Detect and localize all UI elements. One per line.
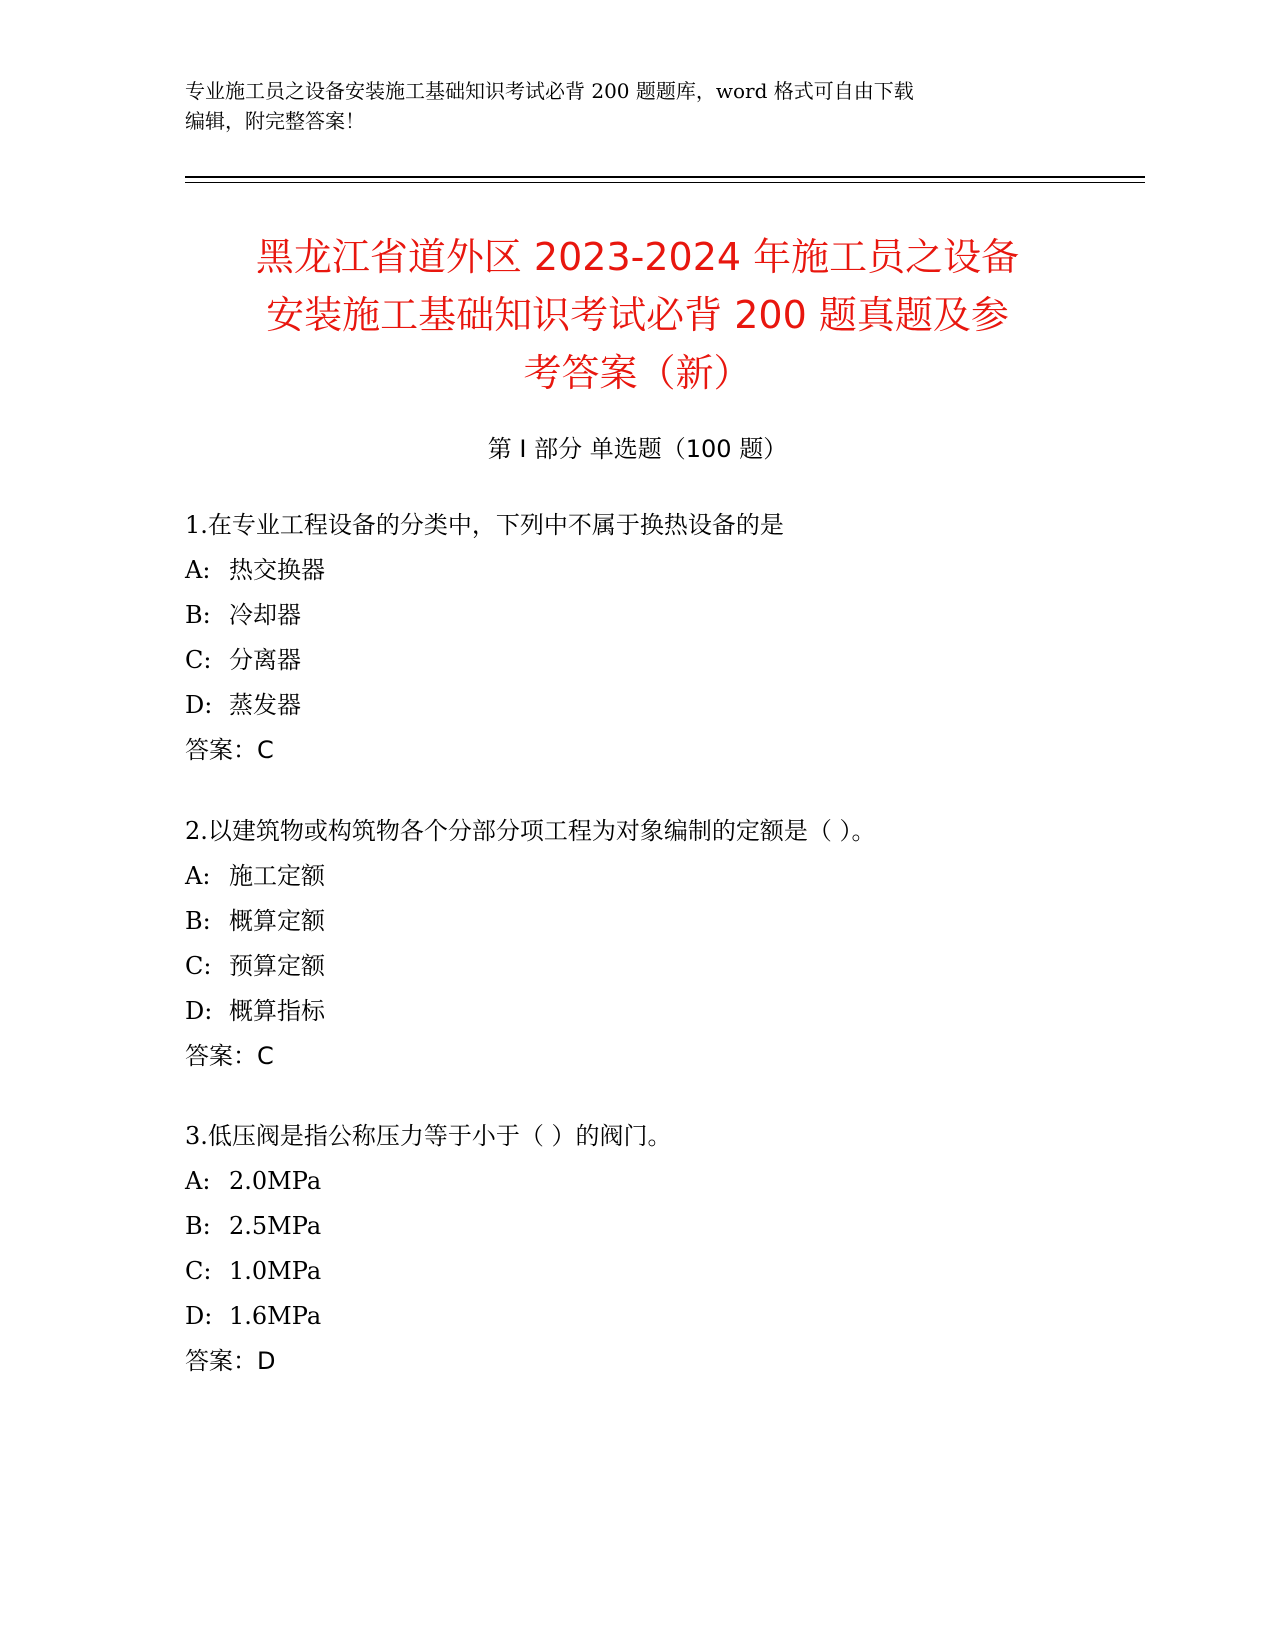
option-text: 热交换器 bbox=[229, 556, 325, 584]
question-stem: 2.以建筑物或构筑物各个分部分项工程为对象编制的定额是（ ）。 bbox=[185, 817, 876, 845]
option-letter: A: bbox=[185, 862, 211, 890]
option-letter: C: bbox=[185, 1257, 212, 1285]
option-text: 1.6MPa bbox=[229, 1302, 322, 1330]
option-text: 概算指标 bbox=[229, 997, 325, 1025]
option-text: 2.5MPa bbox=[229, 1212, 322, 1240]
option-letter: B: bbox=[185, 907, 211, 935]
question-2 bbox=[185, 809, 1135, 1079]
title-line-3: 考答案（新） bbox=[523, 351, 752, 395]
header-divider-thick bbox=[185, 176, 1145, 178]
option-letter: A: bbox=[185, 556, 211, 584]
option-a bbox=[185, 548, 1135, 593]
option-letter: A: bbox=[185, 1167, 211, 1195]
option-a bbox=[185, 854, 1135, 899]
option-text: 预算定额 bbox=[229, 952, 325, 980]
document-title bbox=[185, 228, 1090, 402]
option-b bbox=[185, 593, 1135, 638]
option-d bbox=[185, 989, 1135, 1034]
option-letter: D: bbox=[185, 691, 213, 719]
option-text: 2.0MPa bbox=[229, 1167, 322, 1195]
header-note-line-2: 编辑，附完整答案！ bbox=[185, 109, 365, 133]
option-a bbox=[185, 1159, 1135, 1204]
option-letter: C: bbox=[185, 646, 212, 674]
answer-line: 答案：C bbox=[185, 1042, 274, 1070]
answer-line: 答案：C bbox=[185, 736, 274, 764]
question-1 bbox=[185, 503, 1135, 773]
option-letter: B: bbox=[185, 1212, 211, 1240]
answer-line: 答案：D bbox=[185, 1347, 276, 1375]
question-stem: 3.低压阀是指公称压力等于小于（ ）的阀门。 bbox=[185, 1122, 672, 1150]
question-3 bbox=[185, 1114, 1135, 1384]
option-d bbox=[185, 1294, 1135, 1339]
option-c bbox=[185, 944, 1135, 989]
option-letter: D: bbox=[185, 997, 213, 1025]
header-note-line-1: 专业施工员之设备安装施工基础知识考试必背 200 题题库，word 格式可自由下载 bbox=[185, 79, 914, 103]
option-letter: B: bbox=[185, 601, 211, 629]
option-b bbox=[185, 899, 1135, 944]
option-letter: D: bbox=[185, 1302, 213, 1330]
option-c bbox=[185, 1249, 1135, 1294]
section-heading: 第 I 部分 单选题（100 题） bbox=[487, 435, 788, 463]
option-b bbox=[185, 1204, 1135, 1249]
header-note bbox=[185, 76, 1085, 136]
option-text: 1.0MPa bbox=[229, 1257, 322, 1285]
option-d bbox=[185, 683, 1135, 728]
title-line-1: 黑龙江省道外区 2023-2024 年施工员之设备 bbox=[255, 235, 1020, 279]
title-line-2: 安装施工基础知识考试必背 200 题真题及参 bbox=[266, 293, 1009, 337]
option-text: 蒸发器 bbox=[229, 691, 301, 719]
question-stem: 1.在专业工程设备的分类中，下列中不属于换热设备的是 bbox=[185, 511, 784, 539]
option-letter: C: bbox=[185, 952, 212, 980]
option-text: 概算定额 bbox=[229, 907, 325, 935]
option-text: 施工定额 bbox=[229, 862, 325, 890]
header-divider-thin bbox=[185, 182, 1145, 183]
option-c bbox=[185, 638, 1135, 683]
option-text: 冷却器 bbox=[229, 601, 301, 629]
option-text: 分离器 bbox=[229, 646, 301, 674]
